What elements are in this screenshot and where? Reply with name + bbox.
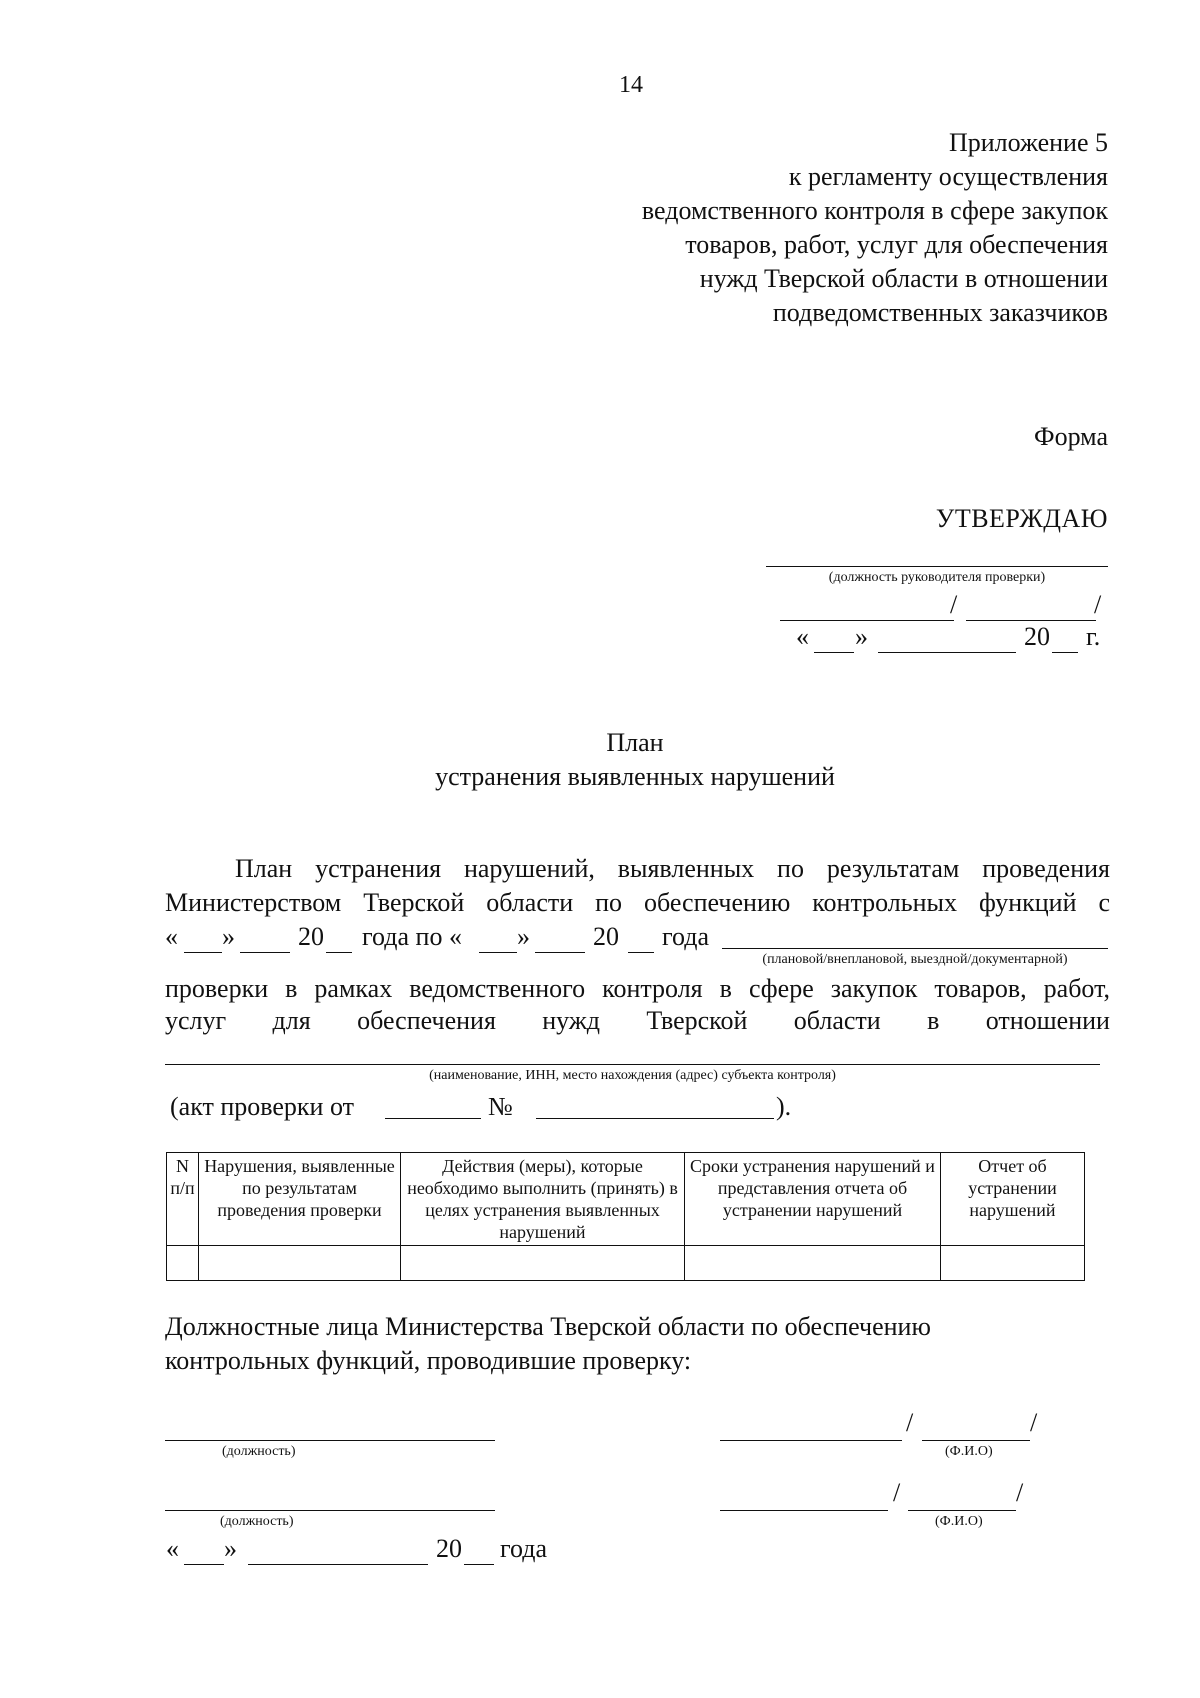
- body-word: Тверской: [646, 1006, 748, 1035]
- period-to-year-line: [628, 952, 654, 953]
- body-word: нужд: [542, 1006, 601, 1035]
- inspection-type-caption: (плановой/внеплановой, выездной/документарной): [762, 952, 1068, 967]
- footer-date-close-quote: »: [224, 1534, 237, 1563]
- approve-year-line: [1052, 652, 1078, 653]
- appendix-line: к регламенту осуществления: [788, 162, 1108, 191]
- official-2-signature-line: [720, 1510, 888, 1511]
- appendix-line: нужд Тверской области в отношении: [699, 264, 1108, 293]
- header-deadlines: Сроки устранения нарушений и представления отчета об устранении нарушений: [685, 1153, 941, 1246]
- footer-year-line: [464, 1564, 494, 1565]
- table-cell: [941, 1246, 1085, 1281]
- page-number: 14: [619, 72, 643, 98]
- table-cell: [401, 1246, 685, 1281]
- act-number-line: [536, 1118, 774, 1119]
- approve-date-close-quote: »: [855, 622, 868, 651]
- appendix-line: Приложение 5: [948, 128, 1108, 157]
- body-word: области: [793, 1006, 881, 1035]
- period-end-text: года: [662, 922, 710, 951]
- official-2-slash-end: /: [1016, 1478, 1024, 1507]
- footer-date-suffix: года: [500, 1534, 548, 1563]
- appendix-header: [548, 126, 1108, 330]
- official-1-position-caption: (должность): [222, 1444, 296, 1459]
- period-from-to-text: года по «: [362, 922, 462, 951]
- officials-line-2: контрольных функций, проводившие проверку:: [165, 1346, 692, 1375]
- footer-year-prefix: 20: [436, 1534, 462, 1563]
- body-line-5: [165, 1004, 1110, 1038]
- body-word: услуг: [165, 1006, 227, 1035]
- act-suffix: ).: [776, 1092, 792, 1121]
- official-1-signature-line: [720, 1440, 902, 1441]
- period-to-month-line: [535, 952, 585, 953]
- period-from-year-line: [326, 952, 352, 953]
- period-from-year-prefix: 20: [298, 922, 324, 951]
- header-actions: Действия (меры), которые необходимо выполнить (принять) в целях устранения выявленных нарушений: [401, 1153, 685, 1246]
- header-report: Отчет об устранении нарушений: [941, 1153, 1085, 1246]
- period-from-close-quote: »: [222, 922, 235, 951]
- body-word: отношении: [985, 1006, 1110, 1035]
- act-prefix: (акт проверки от: [170, 1092, 354, 1121]
- table-cell: [685, 1246, 941, 1281]
- act-number-sign: №: [488, 1092, 513, 1121]
- period-to-close-quote: »: [517, 922, 530, 951]
- period-to-day-line: [479, 952, 517, 953]
- subject-line: [165, 1064, 1100, 1065]
- official-2-position-line: [165, 1510, 495, 1511]
- approve-day-line: [814, 652, 854, 653]
- officials-line-1: Должностные лица Министерства Тверской области по обеспечению: [165, 1312, 931, 1341]
- header-number: N п/п: [167, 1153, 199, 1246]
- table-cell: [199, 1246, 401, 1281]
- body-line-4: проверки в рамках ведомственного контроля в сфере закупок товаров, работ,: [165, 974, 1110, 1003]
- official-2-name-line: [908, 1510, 1016, 1511]
- form-label: Форма: [1034, 422, 1108, 451]
- inspection-type-line: [722, 948, 1108, 949]
- approve-date-open-quote: «: [796, 622, 809, 651]
- body-line-1: План устранения нарушений, выявленных по результатам проведения: [235, 854, 1110, 883]
- body-line-2: Министерством Тверской области по обеспечению контрольных функций с: [165, 888, 1110, 917]
- act-date-line: [385, 1118, 481, 1119]
- official-1-slash-end: /: [1030, 1408, 1038, 1437]
- official-2-slash: /: [893, 1478, 901, 1507]
- table-cell: [167, 1246, 199, 1281]
- footer-date-open-quote: «: [166, 1534, 179, 1563]
- title-line-1: План: [606, 728, 664, 757]
- document-title: [0, 726, 1200, 794]
- body-word: в: [927, 1006, 940, 1035]
- approver-slash-end: /: [1094, 590, 1102, 619]
- official-1-position-line: [165, 1440, 495, 1441]
- appendix-line: подведомственных заказчиков: [772, 298, 1108, 327]
- body-word: обеспечения: [357, 1006, 496, 1035]
- approve-year-prefix: 20: [1024, 622, 1050, 651]
- approve-year-suffix: г.: [1086, 622, 1101, 651]
- official-2-name-caption: (Ф.И.О): [935, 1514, 983, 1529]
- approver-slash: /: [950, 590, 958, 619]
- official-2-position-caption: (должность): [220, 1514, 294, 1529]
- table-row: [167, 1246, 1085, 1281]
- official-1-name-line: [922, 1440, 1030, 1441]
- title-line-2: устранения выявленных нарушений: [435, 762, 835, 791]
- period-from-day-line: [184, 952, 222, 953]
- approver-position-caption: (должность руководителя проверки): [828, 570, 1046, 585]
- appendix-line: товаров, работ, услуг для обеспечения: [685, 230, 1108, 259]
- violations-table: [166, 1152, 1085, 1281]
- footer-month-line: [248, 1564, 428, 1565]
- header-violations: Нарушения, выявленные по результатам проведения проверки: [199, 1153, 401, 1246]
- period-from-month-line: [240, 952, 290, 953]
- table-header-row: [167, 1153, 1085, 1246]
- period-to-year-prefix: 20: [593, 922, 619, 951]
- period-from-open-quote: «: [165, 922, 178, 951]
- official-1-name-caption: (Ф.И.О): [945, 1444, 993, 1459]
- approver-position-line: [766, 566, 1108, 567]
- approve-label: УТВЕРЖДАЮ: [935, 504, 1108, 533]
- approve-month-line: [878, 652, 1016, 653]
- subject-caption: (наименование, ИНН, место нахождения (адрес) субъекта контроля): [429, 1068, 836, 1083]
- body-word: для: [272, 1006, 311, 1035]
- footer-day-line: [184, 1564, 224, 1565]
- appendix-line: ведомственного контроля в сфере закупок: [641, 196, 1108, 225]
- official-1-slash: /: [906, 1408, 914, 1437]
